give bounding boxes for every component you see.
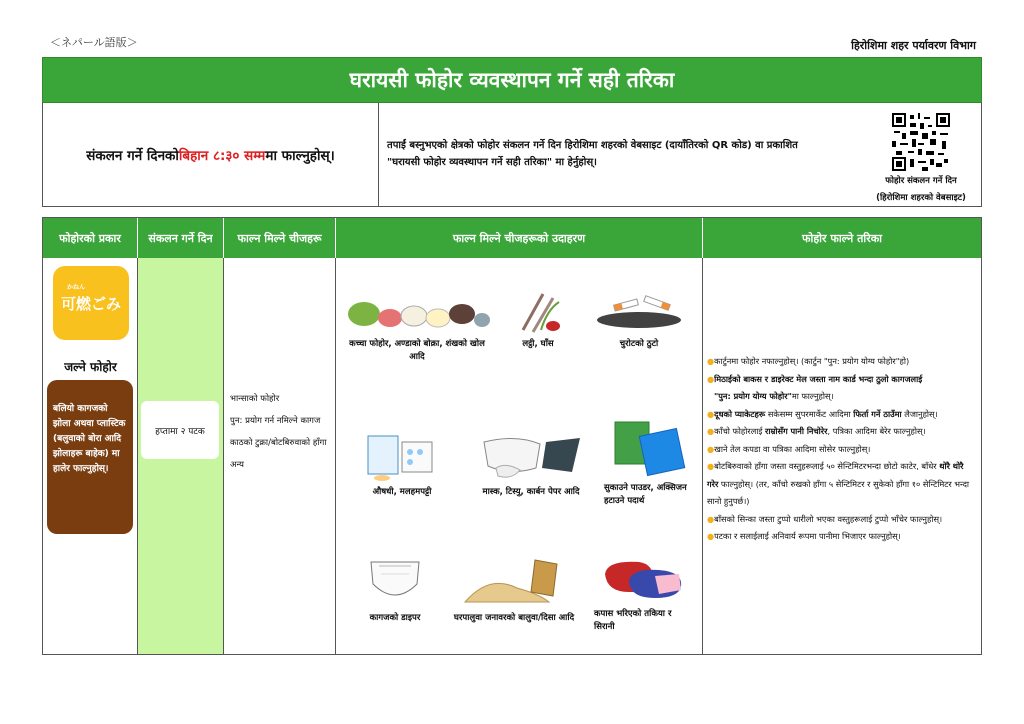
- table-row: [43, 258, 981, 654]
- info-line1: तपाईं बस्नुभएको क्षेत्रको फोहोर संकलन गर्ने दिन हिरोशिमा शहरको वेबसाइट (दायाँतिरको QR कोड) वा प्रकाशित: [387, 140, 798, 151]
- example-pet-sand: [434, 554, 594, 625]
- example-sticks-label: लट्ठी, घाँस: [522, 339, 554, 349]
- example-cigarette: [594, 290, 684, 351]
- method-text: मिठाईको बाकस र डाइरेक्ट मेल जस्ता नाम कार्ड भन्दा ठुलो कागजलाई: [714, 373, 923, 384]
- list-item: [707, 388, 977, 406]
- list-item: पुन: प्रयोग गर्न नमिल्ने कागज: [230, 416, 321, 426]
- header-items: फाल्न मिल्ने चीजहरू: [224, 218, 336, 258]
- method-text: मा फाल्नुहोस्।: [791, 391, 834, 401]
- method-text: , पत्रिका आदिमा बेरेर फाल्नुहोस्।: [827, 426, 926, 436]
- method-text: कार्टुनमा फोहोर नफाल्नुहोस्। (कार्टुन "पुन: प्रयोग योग्य फोहोर"हो): [714, 356, 910, 366]
- example-kitchen-label: कच्चा फोहोर, अण्डाको बोक्रा, शंखको खोल आदि: [349, 339, 485, 362]
- burnable-badge: [53, 266, 129, 340]
- collection-time: बिहान ८:३० सम्म: [178, 147, 266, 164]
- table-header: [43, 218, 981, 258]
- example-cigarette-label: चुरोटको ठुटो: [619, 339, 659, 349]
- collection-post: मा फाल्नुहोस्।: [265, 147, 335, 164]
- examples-cell: [336, 258, 703, 654]
- example-mask: [466, 428, 596, 499]
- example-desiccant: [604, 418, 694, 508]
- category-cell: [43, 258, 138, 654]
- method-text: दूधको प्याकेटहरू: [714, 408, 766, 419]
- header-examples: फाल्न मिल्ने चीजहरूको उदाहरण: [336, 218, 703, 258]
- info-line2: "घरायसी फोहोर व्यवस्थापन गर्ने सही तरिका" मा हेर्नुहोस्।: [387, 157, 597, 168]
- list-item: ●दूधको प्याकेटहरू सकेसम्म सुपरमार्केट आदिमा फिर्ता गर्ने ठाउँमा लैजानुहोस्।: [707, 408, 938, 419]
- badge-text: 可燃ごみ: [60, 294, 121, 313]
- qr-section: [861, 103, 981, 206]
- category-name: जल्ने फोहोर: [64, 360, 117, 374]
- items-list: [230, 393, 327, 481]
- cushion-icon: [599, 554, 689, 604]
- list-item: ●पटका र सलाईलाई अनिवार्य रूपमा पानीमा भिजाएर फाल्नुहोस्।: [707, 531, 901, 541]
- list-item: अन्य: [230, 460, 244, 470]
- method-text: बोटबिरुवाको हाँगा जस्ता वस्तुहरूलाई ५० सेन्टिमिटरभन्दा छोटो काटेर, बाँधेर: [714, 461, 940, 471]
- edition-label: ＜ネパール語版＞: [50, 36, 138, 49]
- method-text: बाँसको सिन्का जस्ता टुप्पो धारीलो भएका वस्तुहरूलाई टुप्पो भाँचेर फाल्नुहोस्।: [714, 513, 943, 524]
- method-text: फिर्ता गर्ने ठाउँमा: [853, 408, 902, 419]
- method-text: पटका र सलाईलाई अनिवार्य रूपमा पानीमा भिजाएर फाल्नुहोस्।: [714, 531, 901, 541]
- example-diaper: [350, 554, 440, 625]
- method-text: राम्रोसँग पानी निचोरेर: [765, 426, 828, 436]
- badge-ruby: かねん: [67, 284, 86, 291]
- list-item: ●मिठाईको बाकस र डाइरेक्ट मेल जस्ता नाम कार्ड भन्दा ठुलो कागजलाई: [707, 373, 923, 384]
- info-text: [379, 103, 861, 206]
- kitchen-waste-icon: [342, 290, 492, 334]
- example-diaper-label: कागजको डाइपर: [369, 613, 421, 623]
- methods-cell: [703, 258, 981, 654]
- header-methods: फोहोर फाल्ने तरिका: [801, 231, 883, 245]
- example-medicine-label: औषधी, मलहमपट्टी: [372, 487, 432, 497]
- collection-time-notice: [43, 103, 379, 206]
- desiccant-packet-icon: [609, 418, 689, 478]
- method-text: खाने तेल कपडा वा पत्रिका आदिमा सोसेर फाल्नुहोस्।: [714, 443, 871, 454]
- example-pet-sand-label: घरपालुवा जनावरको बालुवा/दिसा आदि: [453, 613, 575, 623]
- methods-list: [707, 353, 977, 546]
- mask-tissue-icon: [476, 428, 586, 482]
- info-box: [42, 103, 982, 207]
- list-item: ●बोटबिरुवाको हाँगा जस्ता वस्तुहरूलाई ५० सेन्टिमिटरभन्दा छोटो काटेर, बाँधेर थोरै थोरै गरेर फाल्नुहोस्। (तर, काँचो रुखको हाँगा ५ सेन्टिमिटर र सुकेको हाँगा १० सेन्टिमिटर भन्दा सानो हुनुपर्छ।): [707, 461, 970, 506]
- example-desiccant-label: सुकाउने पाउडर, अक्सिजन हटाउने पदार्थ: [604, 483, 687, 506]
- method-text: फाल्नुहोस्। (तर, काँचो रुखको हाँगा ५ सेन्टिमिटर र सुकेको हाँगा १० सेन्टिमिटर भन्दा सानो हुनुपर्छ।): [707, 478, 970, 506]
- pet-sand-icon: [459, 554, 569, 608]
- frequency-label: हप्तामा २ पटक: [141, 401, 219, 459]
- diaper-icon: [365, 554, 425, 608]
- example-cushion-label: कपास भरिएको तकिया र सिरानी: [594, 609, 672, 632]
- sticks-grass-icon: [513, 290, 563, 334]
- method-text: "पुन: प्रयोग योग्य फोहोर": [714, 391, 792, 401]
- list-item: काठको टुक्रा/बोटबिरुवाको हाँगा: [230, 438, 327, 448]
- page-title: घरायसी फोहोर व्यवस्थापन गर्ने सही तरिका: [42, 57, 982, 103]
- items-cell: [224, 258, 336, 654]
- list-item: ●खाने तेल कपडा वा पत्रिका आदिमा सोसेर फाल्नुहोस्।: [707, 443, 871, 454]
- category-note: बलियो कागजको झोला अथवा प्लास्टिक (बलुवाको बोरा आदि झोलाहरू बाहेक) मा हालेर फाल्नुहोस्।: [47, 380, 133, 534]
- garbage-table: [42, 217, 982, 655]
- example-kitchen: [342, 290, 492, 364]
- list-item: भान्साको फोहोर: [230, 394, 280, 404]
- list-item: ●बाँसको सिन्का जस्ता टुप्पो धारीलो भएका वस्तुहरूलाई टुप्पो भाँचेर फाल्नुहोस्।: [707, 513, 943, 524]
- example-cushion: [594, 554, 694, 634]
- day-cell: [138, 258, 224, 654]
- qr-caption1: फोहोर संकलन गर्ने दिन: [885, 176, 957, 186]
- collection-pre: संकलन गर्ने दिनको: [86, 147, 179, 164]
- department-name: हिरोशिमा शहर पर्यावरण विभाग: [851, 39, 976, 52]
- example-mask-label: मास्क, टिस्यु, कार्बन पेपर आदि: [482, 487, 580, 497]
- method-text: सकेसम्म सुपरमार्केट आदिमा: [765, 408, 854, 419]
- header-day: संकलन गर्ने दिन: [138, 218, 224, 258]
- method-text: थोरै थोरै गरेर: [707, 461, 964, 489]
- qr-code-icon[interactable]: [892, 113, 950, 171]
- header-type: फोहोरको प्रकार: [43, 218, 138, 258]
- method-text: लैजानुहोस्।: [901, 408, 938, 419]
- list-item: ●कार्टुनमा फोहोर नफाल्नुहोस्। (कार्टुन "पुन: प्रयोग योग्य फोहोर"हो): [707, 356, 910, 366]
- example-sticks: [508, 290, 568, 351]
- list-item: ●काँचो फोहोरलाई राम्रोसँग पानी निचोरेर, पत्रिका आदिमा बेरेर फाल्नुहोस्।: [707, 426, 926, 436]
- qr-caption2: (हिरोशिमा शहरको वेबसाइट): [876, 193, 966, 203]
- method-text: काँचो फोहोरलाई: [714, 426, 766, 436]
- cigarette-butt-icon: [594, 290, 684, 334]
- medicine-icon: [362, 428, 442, 482]
- example-medicine: [352, 428, 452, 499]
